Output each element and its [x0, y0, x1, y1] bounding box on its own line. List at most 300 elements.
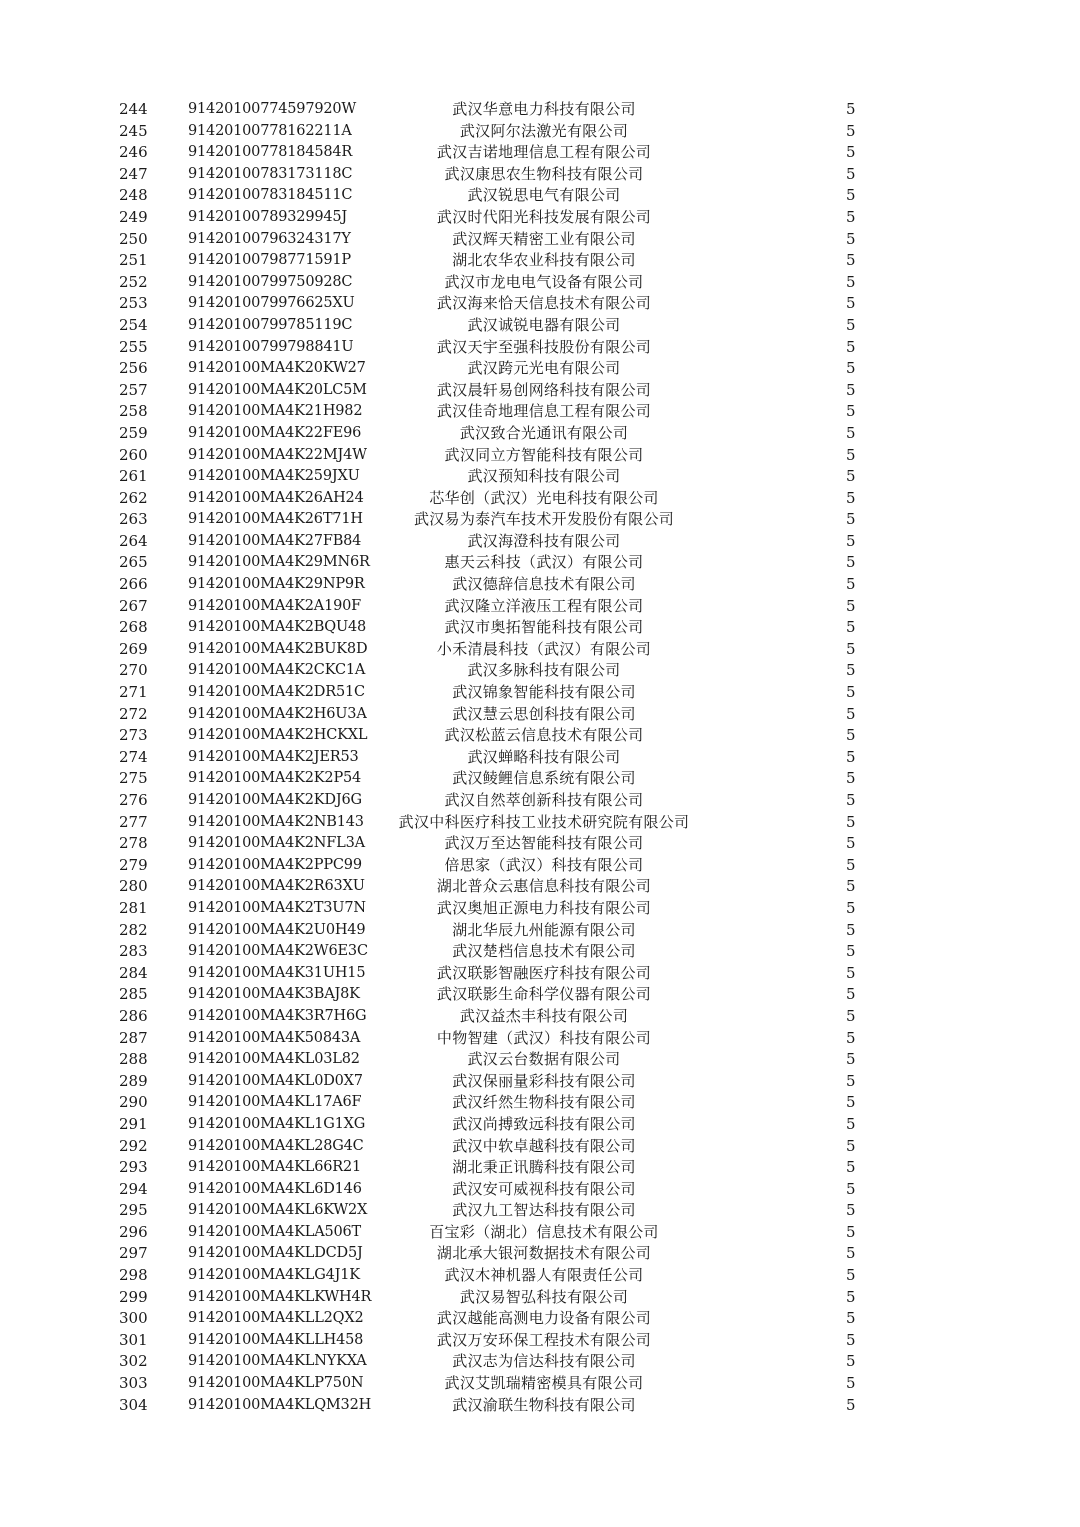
credit-code-cell: 91420100MA4K21H982: [188, 403, 363, 420]
score-cell: 5: [846, 251, 856, 270]
credit-code-cell: 91420100798771591P: [188, 252, 351, 269]
company-name-cell: 武汉万安环保工程技术有限公司: [436, 1330, 652, 1349]
company-name-cell: 武汉越能高测电力设备有限公司: [436, 1309, 652, 1328]
score-cell: 5: [846, 683, 856, 702]
score-cell: 5: [846, 1071, 856, 1090]
row-number: 253: [119, 294, 148, 313]
company-name-cell: 武汉志为信达科技有限公司: [452, 1352, 636, 1371]
row-number: 264: [119, 531, 148, 550]
credit-code-cell: 91420100MA4KLG4J1K: [188, 1267, 360, 1284]
score-cell: 5: [846, 272, 856, 291]
table-row: [0, 99, 1080, 121]
company-name-cell: 武汉康思农生物科技有限公司: [444, 164, 644, 183]
score-cell: 5: [846, 747, 856, 766]
row-number: 244: [119, 100, 148, 118]
row-number: 276: [119, 791, 148, 809]
table-row: [0, 509, 1080, 531]
table-row: [0, 466, 1080, 488]
credit-code-cell: 91420100MA4KL28G4C: [188, 1137, 364, 1154]
table-row: [0, 1028, 1080, 1050]
table-row: [0, 963, 1080, 985]
row-number: 261: [119, 467, 148, 486]
score-cell: 5: [846, 1309, 856, 1328]
company-name-cell: 武汉隆立洋液压工程有限公司: [444, 596, 644, 615]
credit-code-cell: 91420100778184584R: [188, 144, 353, 161]
score-cell: 5: [846, 337, 856, 356]
score-cell: 5: [846, 855, 856, 874]
company-name-cell: 武汉同立方智能科技有限公司: [444, 445, 644, 464]
row-number: 282: [119, 920, 148, 939]
company-table: [0, 99, 1080, 1416]
table-row: [0, 682, 1080, 704]
row-number: 270: [119, 661, 148, 680]
score-cell: 5: [846, 1179, 856, 1198]
table-row: [0, 596, 1080, 618]
row-number: 273: [119, 726, 148, 745]
credit-code-cell: 91420100MA4K2H6U3A: [188, 705, 367, 722]
table-row: [0, 315, 1080, 337]
credit-code-cell: 91420100MA4K29NP9R: [188, 576, 365, 593]
credit-code-cell: 91420100799798841U: [188, 338, 354, 355]
table-row: [0, 380, 1080, 402]
row-number: 277: [119, 812, 148, 831]
row-number: 292: [119, 1136, 148, 1155]
row-number: 300: [119, 1309, 148, 1328]
row-number: 272: [119, 704, 148, 723]
score-cell: 5: [846, 531, 856, 550]
row-number: 258: [119, 402, 148, 421]
credit-code-cell: 91420100MA4KLNYKXA: [188, 1353, 367, 1370]
row-number: 249: [119, 207, 148, 226]
credit-code-cell: 91420100MA4K2A190F: [188, 597, 362, 614]
score-cell: 5: [846, 380, 856, 399]
company-name-cell: 武汉时代阳光科技发展有限公司: [436, 207, 652, 226]
score-cell: 5: [846, 207, 856, 226]
company-name-cell: 湖北华辰九州能源有限公司: [452, 920, 636, 939]
score-cell: 5: [846, 294, 856, 313]
company-name-cell: 武汉蝉略科技有限公司: [467, 747, 621, 766]
credit-code-cell: 91420100MA4KLA506T: [188, 1223, 362, 1240]
table-row: [0, 1136, 1080, 1158]
score-cell: 5: [846, 1028, 856, 1047]
company-name-cell: 武汉松蓝云信息技术有限公司: [444, 726, 644, 745]
company-name-cell: 武汉尚搏致远科技有限公司: [452, 1114, 636, 1133]
row-number: 278: [119, 834, 148, 853]
credit-code-cell: 91420100MA4K2T3U7N: [188, 899, 366, 916]
credit-code-cell: 9142010079976625XU: [188, 295, 355, 312]
table-row: [0, 1373, 1080, 1395]
table-row: [0, 1243, 1080, 1265]
company-name-cell: 武汉艾凯瑞精密模具有限公司: [444, 1374, 644, 1393]
company-name-cell: 武汉鲮鲤信息系统有限公司: [452, 769, 636, 788]
score-cell: 5: [846, 359, 856, 378]
credit-code-cell: 91420100MA4KL6KW2X: [188, 1202, 368, 1219]
score-cell: 5: [846, 596, 856, 615]
credit-code-cell: 91420100MA4K26T71H: [188, 511, 363, 528]
credit-code-cell: 91420100MA4KLQM32H: [188, 1396, 372, 1413]
table-row: [0, 1222, 1080, 1244]
company-name-cell: 武汉吉诺地理信息工程有限公司: [436, 143, 652, 162]
score-cell: 5: [846, 186, 856, 205]
row-number: 295: [119, 1201, 148, 1220]
credit-code-cell: 91420100MA4K27FB84: [188, 532, 362, 549]
row-number: 290: [119, 1093, 148, 1112]
row-number: 267: [119, 596, 148, 615]
score-cell: 5: [846, 1050, 856, 1069]
company-name-cell: 武汉中软卓越科技有限公司: [452, 1136, 636, 1155]
company-name-cell: 武汉九工智达科技有限公司: [452, 1201, 636, 1220]
table-row: [0, 142, 1080, 164]
score-cell: 5: [846, 1158, 856, 1177]
table-row: [0, 790, 1080, 812]
table-row: [0, 1006, 1080, 1028]
score-cell: 5: [846, 791, 856, 809]
credit-code-cell: 91420100MA4KL0D0X7: [188, 1072, 363, 1089]
table-row: [0, 920, 1080, 942]
credit-code-cell: 91420100MA4K2HCKXL: [188, 727, 368, 744]
row-number: 275: [119, 769, 148, 788]
score-cell: 5: [846, 402, 856, 421]
row-number: 301: [119, 1330, 148, 1349]
credit-code-cell: 91420100MA4KLP750N: [188, 1375, 364, 1392]
company-name-cell: 武汉海澄科技有限公司: [467, 531, 621, 550]
score-cell: 5: [846, 467, 856, 486]
row-number: 279: [119, 855, 148, 874]
score-cell: 5: [846, 1244, 856, 1263]
company-name-cell: 武汉天宇至强科技股份有限公司: [436, 337, 652, 356]
row-number: 263: [119, 510, 148, 529]
table-row: [0, 747, 1080, 769]
row-number: 269: [119, 639, 148, 658]
table-row: [0, 250, 1080, 272]
table-row: [0, 1200, 1080, 1222]
credit-code-cell: 91420100MA4K50843A: [188, 1029, 361, 1046]
table-row: [0, 855, 1080, 877]
row-number: 304: [119, 1395, 148, 1414]
table-row: [0, 121, 1080, 143]
score-cell: 5: [846, 100, 856, 118]
row-number: 285: [119, 985, 148, 1004]
score-cell: 5: [846, 769, 856, 788]
row-number: 252: [119, 272, 148, 291]
credit-code-cell: 91420100MA4K259JXU: [188, 468, 360, 485]
credit-code-cell: 91420100MA4K2NB143: [188, 813, 364, 830]
company-name-cell: 武汉奥旭正源电力科技有限公司: [436, 898, 652, 917]
company-name-cell: 武汉诚锐电器有限公司: [467, 315, 621, 334]
company-name-cell: 湖北承大银河数据技术有限公司: [436, 1244, 652, 1263]
table-row: [0, 401, 1080, 423]
table-row: [0, 423, 1080, 445]
company-name-cell: 倍思家（武汉）科技有限公司: [444, 855, 644, 874]
table-row: [0, 898, 1080, 920]
company-name-cell: 中物智建（武汉）科技有限公司: [436, 1028, 652, 1047]
credit-code-cell: 91420100MA4K2KDJ6G: [188, 792, 362, 808]
credit-code-cell: 91420100796324317Y: [188, 230, 351, 247]
score-cell: 5: [846, 1395, 856, 1414]
score-cell: 5: [846, 315, 856, 334]
row-number: 294: [119, 1179, 148, 1198]
row-number: 255: [119, 337, 148, 356]
score-cell: 5: [846, 143, 856, 162]
company-name-cell: 武汉保丽量彩科技有限公司: [452, 1071, 636, 1090]
credit-code-cell: 91420100MA4KL03L82: [188, 1051, 360, 1068]
score-cell: 5: [846, 618, 856, 637]
table-row: [0, 1071, 1080, 1093]
score-cell: 5: [846, 164, 856, 183]
row-number: 302: [119, 1352, 148, 1371]
company-name-cell: 武汉渝联生物科技有限公司: [452, 1395, 636, 1414]
score-cell: 5: [846, 1201, 856, 1220]
row-number: 254: [119, 315, 148, 334]
row-number: 280: [119, 877, 148, 896]
credit-code-cell: 91420100MA4K20KW27: [188, 360, 366, 377]
company-name-cell: 武汉市奥拓智能科技有限公司: [444, 618, 644, 637]
company-name-cell: 武汉多脉科技有限公司: [467, 661, 621, 680]
company-name-cell: 惠天云科技（武汉）有限公司: [444, 553, 644, 572]
company-name-cell: 百宝彩（湖北）信息技术有限公司: [429, 1222, 659, 1241]
company-name-cell: 武汉纤然生物科技有限公司: [452, 1093, 636, 1112]
table-row: [0, 207, 1080, 229]
score-cell: 5: [846, 1287, 856, 1306]
row-number: 299: [119, 1287, 148, 1306]
credit-code-cell: 91420100MA4KLL2QX2: [188, 1310, 364, 1327]
score-cell: 5: [846, 575, 856, 594]
row-number: 283: [119, 942, 148, 961]
table-row: [0, 488, 1080, 510]
company-name-cell: 武汉德辞信息技术有限公司: [452, 575, 636, 594]
table-row: [0, 768, 1080, 790]
score-cell: 5: [846, 1222, 856, 1241]
company-name-cell: 武汉中科医疗科技工业技术研究院有限公司: [398, 812, 690, 831]
company-name-cell: 武汉致合光通讯有限公司: [459, 423, 629, 442]
score-cell: 5: [846, 553, 856, 572]
company-name-cell: 小禾清晨科技（武汉）有限公司: [436, 639, 652, 658]
company-name-cell: 武汉市龙电电气设备有限公司: [444, 272, 644, 291]
row-number: 288: [119, 1050, 148, 1069]
table-row: [0, 812, 1080, 834]
score-cell: 5: [846, 1266, 856, 1285]
table-row: [0, 185, 1080, 207]
table-row: [0, 337, 1080, 359]
credit-code-cell: 91420100MA4K3R7H6G: [188, 1007, 367, 1024]
company-name-cell: 武汉易为泰汽车技术开发股份有限公司: [413, 510, 675, 529]
score-cell: 5: [846, 488, 856, 507]
table-row: [0, 660, 1080, 682]
credit-code-cell: 91420100MA4K2U0H49: [188, 921, 366, 938]
company-name-cell: 武汉自然萃创新科技有限公司: [444, 791, 644, 809]
credit-code-cell: 91420100MA4KL66R21: [188, 1159, 362, 1176]
credit-code-cell: 91420100MA4KL17A6F: [188, 1094, 362, 1111]
row-number: 266: [119, 575, 148, 594]
company-name-cell: 武汉安可威视科技有限公司: [452, 1179, 636, 1198]
table-row: [0, 445, 1080, 467]
score-cell: 5: [846, 445, 856, 464]
credit-code-cell: 91420100MA4K2W6E3C: [188, 943, 368, 960]
score-cell: 5: [846, 1136, 856, 1155]
company-name-cell: 武汉辉天精密工业有限公司: [452, 229, 636, 248]
row-number: 303: [119, 1374, 148, 1393]
score-cell: 5: [846, 1093, 856, 1112]
row-number: 251: [119, 251, 148, 270]
credit-code-cell: 91420100789329945J: [188, 208, 348, 225]
credit-code-cell: 91420100MA4KLKWH4R: [188, 1288, 372, 1305]
credit-code-cell: 91420100MA4K2NFL3A: [188, 835, 365, 852]
table-row: [0, 617, 1080, 639]
score-cell: 5: [846, 121, 856, 140]
score-cell: 5: [846, 639, 856, 658]
credit-code-cell: 91420100MA4K2CKC1A: [188, 662, 366, 679]
row-number: 287: [119, 1028, 148, 1047]
row-number: 298: [119, 1266, 148, 1285]
table-row: [0, 358, 1080, 380]
table-row: [0, 704, 1080, 726]
row-number: 268: [119, 618, 148, 637]
row-number: 281: [119, 898, 148, 917]
credit-code-cell: 91420100MA4K2DR51C: [188, 684, 365, 701]
table-row: [0, 1351, 1080, 1373]
credit-code-cell: 91420100MA4K22MJ4W: [188, 446, 367, 463]
company-name-cell: 武汉联影生命科学仪器有限公司: [436, 985, 652, 1004]
score-cell: 5: [846, 229, 856, 248]
table-row: [0, 1395, 1080, 1417]
row-number: 274: [119, 747, 148, 766]
row-number: 260: [119, 445, 148, 464]
table-row: [0, 876, 1080, 898]
table-row: [0, 639, 1080, 661]
score-cell: 5: [846, 726, 856, 745]
score-cell: 5: [846, 1330, 856, 1349]
credit-code-cell: 91420100MA4K20LC5M: [188, 381, 367, 398]
company-name-cell: 武汉阿尔法激光有限公司: [459, 121, 629, 140]
company-name-cell: 武汉预知科技有限公司: [467, 467, 621, 486]
credit-code-cell: 91420100MA4KLDCD5J: [188, 1245, 363, 1262]
score-cell: 5: [846, 1006, 856, 1025]
table-row: [0, 1265, 1080, 1287]
score-cell: 5: [846, 704, 856, 723]
credit-code-cell: 91420100MA4KLLH458: [188, 1331, 364, 1348]
credit-code-cell: 91420100778162211A: [188, 122, 352, 139]
score-cell: 5: [846, 1114, 856, 1133]
company-name-cell: 武汉万至达智能科技有限公司: [444, 834, 644, 853]
row-number: 271: [119, 683, 148, 702]
company-name-cell: 湖北普众云惠信息科技有限公司: [436, 877, 652, 896]
table-row: [0, 1114, 1080, 1136]
row-number: 256: [119, 359, 148, 378]
credit-code-cell: 91420100MA4K2K2P54: [188, 770, 362, 787]
company-name-cell: 武汉锦象智能科技有限公司: [452, 683, 636, 702]
company-name-cell: 武汉锐思电气有限公司: [467, 186, 621, 205]
credit-code-cell: 91420100MA4K31UH15: [188, 964, 366, 981]
company-name-cell: 湖北农华农业科技有限公司: [452, 251, 636, 270]
table-row: [0, 531, 1080, 553]
credit-code-cell: 91420100799785119C: [188, 316, 353, 333]
credit-code-cell: 91420100774597920W: [188, 101, 357, 117]
company-name-cell: 武汉佳奇地理信息工程有限公司: [436, 402, 652, 421]
row-number: 284: [119, 963, 148, 982]
company-name-cell: 武汉海来恰天信息技术有限公司: [436, 294, 652, 313]
table-row: [0, 552, 1080, 574]
table-row: [0, 1049, 1080, 1071]
score-cell: 5: [846, 510, 856, 529]
row-number: 245: [119, 121, 148, 140]
company-name-cell: 武汉易智弘科技有限公司: [459, 1287, 629, 1306]
row-number: 259: [119, 423, 148, 442]
score-cell: 5: [846, 920, 856, 939]
credit-code-cell: 91420100783173118C: [188, 165, 353, 182]
credit-code-cell: 91420100MA4K2R63XU: [188, 878, 365, 895]
credit-code-cell: 91420100783184511C: [188, 187, 353, 204]
credit-code-cell: 91420100MA4K2BQU48: [188, 619, 367, 636]
table-row: [0, 1092, 1080, 1114]
score-cell: 5: [846, 898, 856, 917]
score-cell: 5: [846, 877, 856, 896]
credit-code-cell: 91420100MA4K22FE96: [188, 424, 362, 441]
credit-code-cell: 91420100MA4K2BUK8D: [188, 640, 368, 657]
row-number: 296: [119, 1222, 148, 1241]
row-number: 291: [119, 1114, 148, 1133]
company-name-cell: 武汉联影智融医疗科技有限公司: [436, 963, 652, 982]
company-name-cell: 武汉楚档信息技术有限公司: [452, 942, 636, 961]
table-row: [0, 1308, 1080, 1330]
row-number: 248: [119, 186, 148, 205]
company-name-cell: 湖北秉正讯腾科技有限公司: [452, 1158, 636, 1177]
table-row: [0, 1157, 1080, 1179]
row-number: 247: [119, 164, 148, 183]
score-cell: 5: [846, 1352, 856, 1371]
row-number: 265: [119, 553, 148, 572]
table-row: [0, 1179, 1080, 1201]
credit-code-cell: 91420100MA4K2JER53: [188, 748, 359, 765]
table-row: [0, 574, 1080, 596]
credit-code-cell: 91420100MA4K29MN6R: [188, 554, 370, 571]
row-number: 257: [119, 380, 148, 399]
score-cell: 5: [846, 985, 856, 1004]
table-row: [0, 833, 1080, 855]
row-number: 289: [119, 1071, 148, 1090]
table-row: [0, 229, 1080, 251]
company-name-cell: 武汉晨轩易创网络科技有限公司: [436, 380, 652, 399]
company-name-cell: 武汉跨元光电有限公司: [467, 359, 621, 378]
table-row: [0, 1287, 1080, 1309]
company-name-cell: 武汉木神机器人有限责任公司: [444, 1266, 644, 1285]
table-row: [0, 984, 1080, 1006]
credit-code-cell: 91420100MA4KL6D146: [188, 1180, 362, 1197]
company-name-cell: 武汉云台数据有限公司: [467, 1050, 621, 1069]
score-cell: 5: [846, 423, 856, 442]
row-number: 250: [119, 229, 148, 248]
credit-code-cell: 91420100MA4K26AH24: [188, 489, 364, 506]
row-number: 246: [119, 143, 148, 162]
credit-code-cell: 91420100MA4KL1G1XG: [188, 1115, 366, 1132]
credit-code-cell: 91420100MA4K2PPC99: [188, 856, 362, 873]
company-name-cell: 武汉益杰丰科技有限公司: [459, 1006, 629, 1025]
table-row: [0, 272, 1080, 294]
row-number: 286: [119, 1006, 148, 1025]
table-row: [0, 1330, 1080, 1352]
credit-code-cell: 91420100MA4K3BAJ8K: [188, 986, 360, 1003]
score-cell: 5: [846, 661, 856, 680]
row-number: 262: [119, 488, 148, 507]
table-row: [0, 941, 1080, 963]
score-cell: 5: [846, 812, 856, 831]
table-row: [0, 293, 1080, 315]
row-number: 297: [119, 1244, 148, 1263]
company-name-cell: 武汉华意电力科技有限公司: [452, 100, 636, 118]
score-cell: 5: [846, 942, 856, 961]
score-cell: 5: [846, 963, 856, 982]
credit-code-cell: 91420100799750928C: [188, 273, 353, 290]
company-name-cell: 武汉慧云思创科技有限公司: [452, 704, 636, 723]
